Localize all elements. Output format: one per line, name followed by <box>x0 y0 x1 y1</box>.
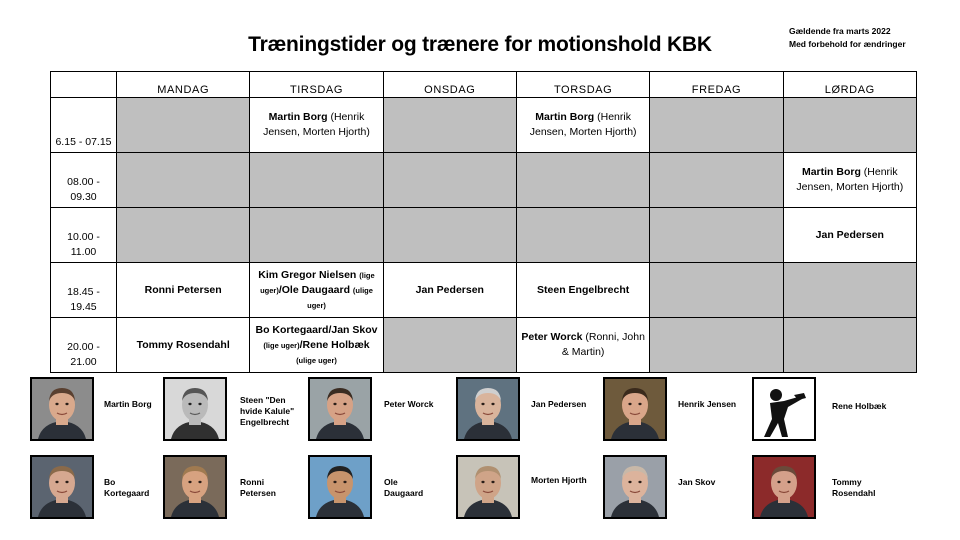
notice-valid-from: Gældende fra marts 2022 <box>789 26 891 36</box>
day-header-monday: MANDAG <box>117 72 250 98</box>
day-header-tuesday: TIRSDAG <box>250 72 383 98</box>
trainer-name: Martin Borg <box>104 399 152 409</box>
trainer-photo <box>456 455 520 519</box>
trainer-name: Bo Kortegaard <box>104 477 150 498</box>
trainer-photo <box>308 377 372 441</box>
time-slot-label: 18.45 - 19.45 <box>51 263 117 318</box>
empty-slot-tuesday <box>250 153 383 208</box>
empty-slot-saturday <box>783 98 916 153</box>
empty-slot-thursday <box>516 153 649 208</box>
lead-trainer: Martin Borg <box>801 166 861 178</box>
page-title: Træningstider og trænere for motionshold KBK <box>248 33 712 56</box>
empty-slot-monday <box>117 98 250 153</box>
day-header-saturday: LØRDAG <box>783 72 916 98</box>
lead-trainer: Ronni Petersen <box>144 283 222 296</box>
session-cell-thursday <box>516 318 649 373</box>
trainer-photo <box>456 377 520 441</box>
trainer-name: Rene Holbæk <box>832 401 887 411</box>
trainer-name: Tommy Rosendahl <box>832 477 876 498</box>
time-slot-row <box>51 153 917 208</box>
trainer-name: Steen "Den hvide Kalule" Engelbrecht <box>240 395 295 427</box>
session-cell-saturday <box>783 153 916 208</box>
schedule-table <box>50 71 917 373</box>
time-slot-row <box>51 263 917 318</box>
trainer-name: Peter Worck <box>384 399 434 409</box>
lead-trainer: Peter Worck <box>521 331 583 343</box>
assistant-trainers: (Henrik Jensen, Morten Hjorth) <box>529 111 637 138</box>
session-text-part: (lige uger) <box>263 340 300 350</box>
session-text-part: Bo Kortegaard/Jan Skov <box>255 323 378 336</box>
session-text-part: (lige uger) <box>260 270 375 295</box>
session-text-part: /Rene Holbæk <box>299 338 370 351</box>
empty-slot-wednesday <box>383 318 516 373</box>
time-slot-label: 6.15 - 07.15 <box>51 98 117 153</box>
lead-trainer: Tommy Rosendahl <box>136 338 230 351</box>
notice-disclaimer: Med forbehold for ændringer <box>789 39 906 49</box>
empty-slot-friday <box>650 208 783 263</box>
trainer-photo <box>752 455 816 519</box>
session-cell-tuesday <box>250 318 383 373</box>
session-text-part: Kim Gregor Nielsen <box>258 268 360 281</box>
session-cell-wednesday <box>383 263 516 318</box>
trainer-photo <box>603 377 667 441</box>
empty-slot-saturday <box>783 318 916 373</box>
empty-slot-friday <box>650 263 783 318</box>
day-header-wednesday: ONSDAG <box>383 72 516 98</box>
trainer-name: Ronni Petersen <box>240 477 276 498</box>
lead-trainer: Martin Borg <box>535 111 595 123</box>
time-slot-row <box>51 98 917 153</box>
empty-slot-saturday <box>783 263 916 318</box>
lead-trainer: Jan Pedersen <box>815 228 884 241</box>
empty-slot-friday <box>650 98 783 153</box>
trainer-name: Ole Daugaard <box>384 477 424 498</box>
session-text-part: (ulige uger) <box>307 285 373 310</box>
assistant-trainers: (Ronni, John & Martin) <box>561 331 645 358</box>
time-slot-label: 20.00 - 21.00 <box>51 318 117 373</box>
session-cell-tuesday <box>250 263 383 318</box>
empty-slot-friday <box>650 318 783 373</box>
day-header-row <box>51 72 917 98</box>
trainer-photo <box>163 377 227 441</box>
session-cell-thursday <box>516 98 649 153</box>
time-slot-row <box>51 208 917 263</box>
trainer-photo <box>30 455 94 519</box>
trainer-name: Jan Skov <box>678 477 716 487</box>
session-text-part: (ulige uger) <box>296 355 337 365</box>
lead-trainer: Jan Pedersen <box>415 283 484 296</box>
session-cell-thursday <box>516 263 649 318</box>
corner-cell <box>51 72 117 98</box>
lead-trainer: Martin Borg <box>268 111 328 123</box>
day-header-thursday: TORSDAG <box>516 72 649 98</box>
assistant-trainers: (Henrik Jensen, Morten Hjorth) <box>796 166 904 193</box>
session-cell-monday <box>117 318 250 373</box>
trainer-photo <box>603 455 667 519</box>
day-header-friday: FREDAG <box>650 72 783 98</box>
empty-slot-thursday <box>516 208 649 263</box>
empty-slot-wednesday <box>383 98 516 153</box>
trainer-name: Henrik Jensen <box>678 399 737 409</box>
trainer-photo <box>308 455 372 519</box>
empty-slot-monday <box>117 153 250 208</box>
trainer-photo <box>163 455 227 519</box>
trainer-photo <box>752 377 816 441</box>
time-slot-label: 10.00 - 11.00 <box>51 208 117 263</box>
session-cell-saturday <box>783 208 916 263</box>
empty-slot-friday <box>650 153 783 208</box>
empty-slot-wednesday <box>383 153 516 208</box>
time-slot-row <box>51 318 917 373</box>
session-text-part: /Ole Daugaard <box>278 283 353 296</box>
empty-slot-wednesday <box>383 208 516 263</box>
trainer-photo <box>30 377 94 441</box>
empty-slot-monday <box>117 208 250 263</box>
lead-trainer: Steen Engelbrecht <box>537 283 630 296</box>
session-cell-monday <box>117 263 250 318</box>
trainer-name: Morten Hjorth <box>531 475 587 485</box>
time-slot-label: 08.00 - 09.30 <box>51 153 117 208</box>
session-cell-tuesday <box>250 98 383 153</box>
trainer-name: Jan Pedersen <box>531 399 587 409</box>
empty-slot-tuesday <box>250 208 383 263</box>
assistant-trainers: (Henrik Jensen, Morten Hjorth) <box>263 111 370 138</box>
